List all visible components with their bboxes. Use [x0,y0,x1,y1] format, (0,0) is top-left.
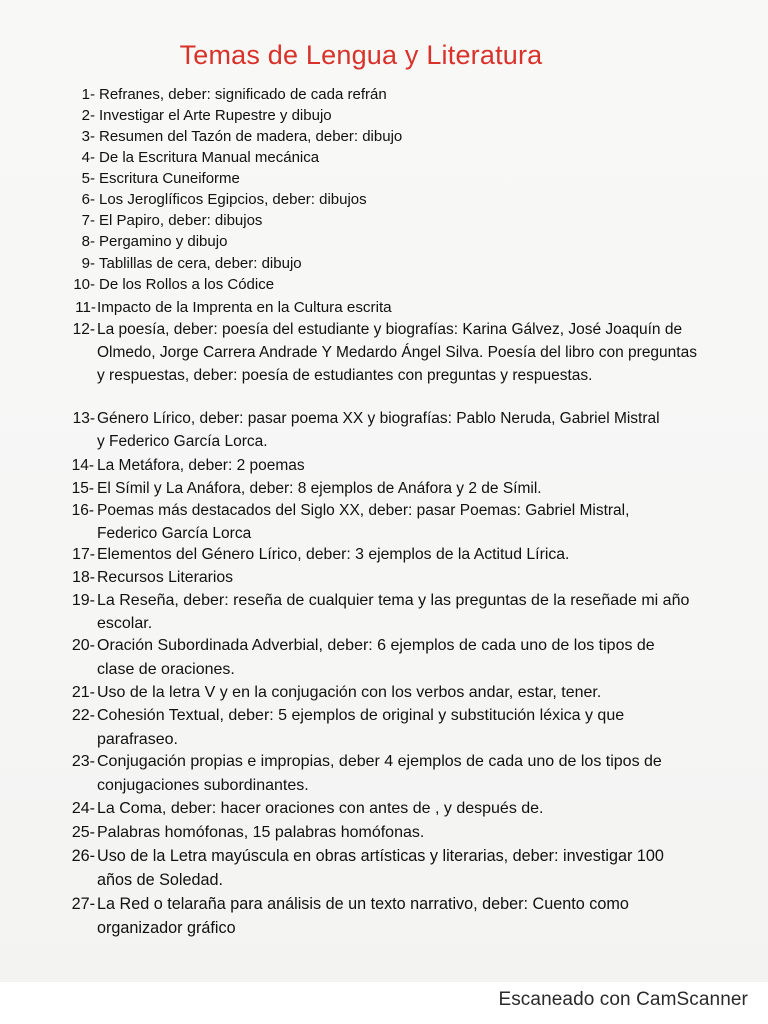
list-item-text: La Red o telaraña para análisis de un texto narrativo, deber: Cuento como organizador gráfico [97,895,629,937]
list-item-number: 19- [71,592,95,609]
list-item-number: 7- [81,212,95,229]
list-item-text: Oración Subordinada Adverbial, deber: 6 ejemplos de cada uno de los tipos de clase de oraciones. [97,637,655,678]
list-item-number: 11- [75,299,96,316]
list-item-text: Uso de la Letra mayúscula en obras artísticas y literarias, deber: investigar 100 años de Soledad. [97,847,664,889]
list-item-text: Los Jeroglíficos Egipcios, deber: dibujos [99,191,367,208]
list-item-text: El Papiro, deber: dibujos [99,212,263,229]
list-item-number: 12- [72,321,95,338]
list-item-number: 4- [81,149,95,166]
list-item-text: Tablillas de cera, deber: dibujo [99,255,302,272]
list-item-number: 24- [71,800,95,817]
list-item-text: Conjugación propias e impropias, deber 4 ejemplos de cada uno de los tipos de conjugaciones subordinantes. [97,753,662,794]
list-item-number: 21- [71,684,95,701]
list-item-number: 10- [73,276,95,293]
list-item-text: Poemas más destacados del Siglo XX, deber: pasar Poemas: Gabriel Mistral, Federico García Lorca [97,502,630,542]
list-item-text: De la Escritura Manual mecánica [99,149,320,166]
list-item-number: 13- [72,410,95,427]
list-item-text: Resumen del Tazón de madera, deber: dibujo [99,128,403,145]
list-item-text: Investigar el Arte Rupestre y dibujo [99,107,332,124]
list-item-number: 6- [81,191,95,208]
list-item-number: 5- [81,170,95,187]
scanner-watermark: Escaneado con CamScanner [498,989,748,1010]
list-item-number: 9- [81,255,95,272]
list-item-number: 18- [72,569,95,586]
list-item-text: Pergamino y dibujo [99,233,228,250]
list-item-text: De los Rollos a los Códice [99,276,275,293]
list-item-number: 3- [81,128,95,145]
list-item-text: La Metáfora, deber: 2 poemas [97,457,305,474]
list-item-number: 27- [71,895,95,913]
list-item-text: La poesía, deber: poesía del estudiante y biografías: Karina Gálvez, José Joaquín de Olmedo, Jorge Carrera Andrade Y Medardo Ángel Silva. Poesía del libro con preguntas y respuestas, deber: poesía de estudiantes con preguntas y respuestas. [97,321,697,384]
list-item-number: 25- [71,824,95,841]
list-item-text: Cohesión Textual, deber: 5 ejemplos de original y substitución léxica y que parafraseo. [97,707,625,748]
list-item-number: 26- [71,847,95,865]
list-item-number: 17- [72,546,95,563]
list-item-number: 16- [71,502,94,519]
list-item-text: Refranes, deber: significado de cada refrán [99,86,387,103]
list-item-text: Uso de la letra V y en la conjugación con los verbos andar, estar, tener. [97,684,602,701]
list-item-number: 2- [81,107,95,124]
list-item-text: Elementos del Género Lírico, deber: 3 ejemplos de la Actitud Lírica. [97,546,570,563]
list-item-text: Recursos Literarios [97,569,234,586]
list-item-text: Escritura Cuneiforme [99,170,240,187]
list-item-text: El Símil y La Anáfora, deber: 8 ejemplos de Anáfora y 2 de Símil. [97,480,542,497]
list-item-text: La Coma, deber: hacer oraciones con antes de , y después de. [97,800,544,817]
list-item-number: 20- [71,637,95,654]
list-item-text: Impacto de la Imprenta en la Cultura escrita [97,299,392,316]
list-item-text: Género Lírico, deber: pasar poema XX y biografías: Pablo Neruda, Gabriel Mistral y Federico García Lorca. [97,410,660,450]
list-item-number: 23- [71,753,95,770]
list-item-text: Palabras homófonas, 15 palabras homófonas. [97,824,425,841]
list-item-number: 22- [71,707,95,724]
list-item-number: 1- [81,86,95,103]
list-item-text: La Reseña, deber: reseña de cualquier tema y las preguntas de la reseñade mi año escolar. [97,592,690,632]
page-title: Temas de Lengua y Literatura [179,40,543,70]
list-item-number: 8- [81,233,95,250]
list-item-number: 15- [71,480,94,497]
list-item-number: 14- [71,457,94,474]
